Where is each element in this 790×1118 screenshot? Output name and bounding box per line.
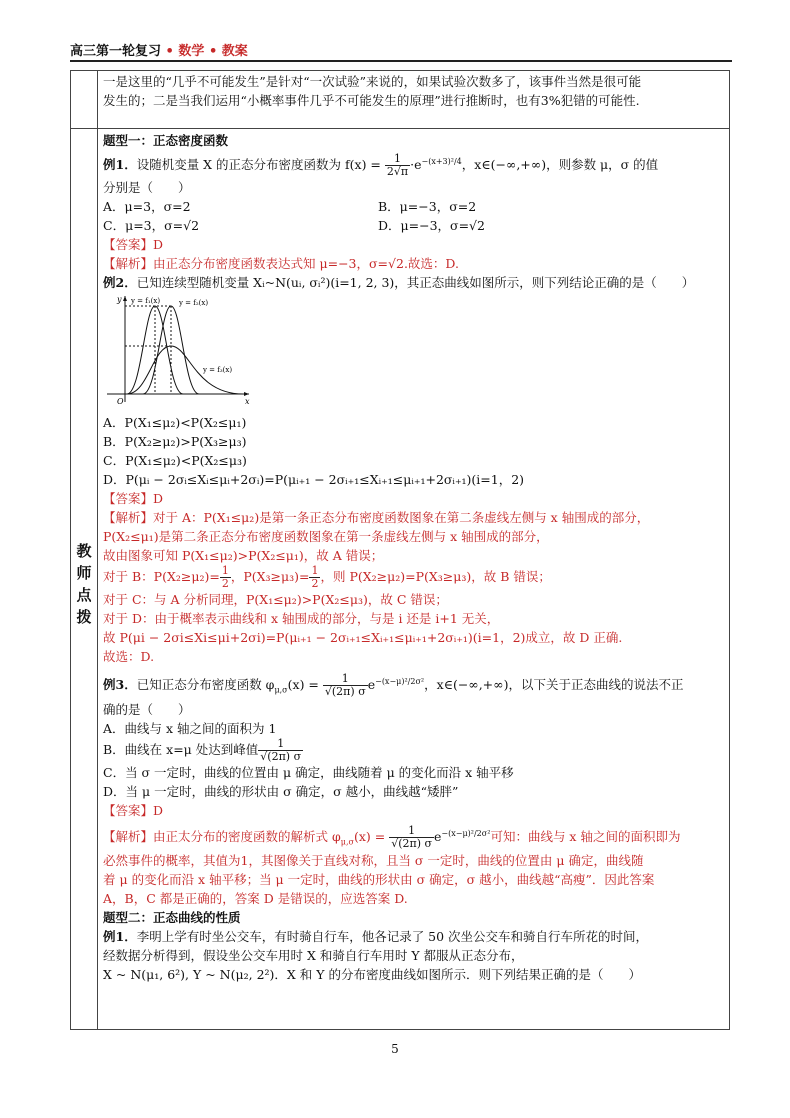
teacher-guidance-label xyxy=(72,540,96,628)
option-c: C．μ=3，σ=√2 xyxy=(103,218,200,234)
option-b: B．μ=−3，σ=2 xyxy=(378,199,477,215)
header-sep-2: • xyxy=(208,44,218,59)
analysis-line: 必然事件的概率，其值为1，其图像关于直线对称，且当 σ 一定时，曲线的位置由 μ 确定，曲线随 xyxy=(103,853,644,869)
analysis-line: P(X₂≤μ₁)是第二条正态分布密度函数图象在第一条虚线左侧与 x 轴围成的部分， xyxy=(103,529,549,545)
header-kind: 教案 xyxy=(221,44,248,59)
option-d: D．P(μᵢ − 2σᵢ≤Xᵢ≤μᵢ+2σᵢ)=P(μᵢ₊₁ − 2σᵢ₊₁≤Xᵢ₊₁≤μᵢ₊₁+2σᵢ₊₁)(i=1，2) xyxy=(103,472,525,488)
option-d: D．当 μ 一定时，曲线的形状由 σ 确定，σ 越小，曲线越“矮胖” xyxy=(103,783,459,799)
header-subject: 数学 xyxy=(178,44,205,59)
section2-example-1-line: 经数据分析得到，假设坐公交车用时 X 和骑自行车用时 Y 都服从正态分布， xyxy=(103,948,524,964)
analysis-line: 【解析】由正态分布密度函数表达式知 μ=−3，σ=√2.故选：D. xyxy=(103,256,459,272)
example-1-stem: 例1．设随机变量 X 的正态分布密度函数为 f(x) = $\frac{1}{2√\pi}$ $\cdot e^{-(x+3)^2/4}$，x∈(−∞,+∞)，则参数 μ，σ 的值 xyxy=(103,152,659,179)
normal-curves-graph xyxy=(103,294,253,406)
option-b: B．曲线在 x=μ 处达到峰值 $\frac{1}{√(2\pi) \sigma}$ xyxy=(103,736,302,763)
fraction: $\frac{1}{2√\pi}$ xyxy=(386,152,409,179)
analysis-line: 故由图象可知 P(X₁≤μ₂)>P(X₂≤μ₁)，故 A 错误； xyxy=(103,548,384,564)
analysis-line: 对于 D：由于概率表示曲线和 x 轴围成的部分，与是 i 还是 i+1 无关， xyxy=(103,611,500,627)
intro-text xyxy=(103,72,723,110)
f3-label: y = f₃(x) xyxy=(203,366,233,375)
options-row xyxy=(103,197,723,216)
option-b: B．P(X₂≥μ₂)>P(X₃≥μ₃) xyxy=(103,434,247,450)
y-label: y xyxy=(117,295,122,305)
stem-text: ，x∈(−∞,+∞)，则参数 μ，σ 的值 xyxy=(461,157,659,173)
x-label: x xyxy=(245,397,250,407)
section2-example-1-line: X ~ N(μ₁, 6²), Y ~ N(μ₂, 2²)．X 和 Y 的分布密度曲线如图所示．则下列结果正确的是（ ） xyxy=(103,967,641,983)
section-title: 题型一：正态密度函数 xyxy=(103,133,229,148)
intro-line: 发生的；二是当我们运用“小概率事件几乎不可能发生的原理”进行推断时，也有3%犯错的可能性. xyxy=(103,93,640,108)
example-3-stem: 例3．已知正态分布密度函数 $\varphi_{\mu,\sigma}(x)$ = $\frac{1}{√(2\pi) \sigma}$ $e^{-(x-\mu)^2/2\sigma^2}$，x∈(−∞,+∞)，以下关于正态曲线的说法不正 xyxy=(103,672,684,699)
option-a: A．曲线与 x 轴之间的面积为 1 xyxy=(103,720,277,736)
example-label: 例1． xyxy=(103,157,137,173)
page-number: 5 xyxy=(391,1042,399,1056)
origin-label: O xyxy=(117,397,124,407)
y-arrow-icon xyxy=(123,296,127,301)
options-row xyxy=(103,216,723,235)
table-row-divider xyxy=(70,128,730,129)
option-d: D．μ=−3，σ=√2 xyxy=(378,218,485,234)
side-char: 师 xyxy=(76,564,92,582)
intro-line: 一是这里的“几乎不可能发生”是针对“一次试验”来说的，如果试验次数多了，该事件当然是很可能 xyxy=(103,74,642,89)
analysis-line: 着 μ 的变化而沿 x 轴平移；当 μ 一定时，曲线的形状由 σ 确定，σ 越小，曲线越“高瘦”．因此答案 xyxy=(103,872,655,888)
analysis-line: 【解析】由正太分布的密度函数的解析式 $\varphi_{\mu,\sigma}(x)$ = $\frac{1}{√(2\pi) \sigma}$ $e^{-(x-\mu)^2/2\sigma^2}$可知：曲线与 x 轴之间的面积即为 xyxy=(103,823,681,850)
answer-line: 【答案】D xyxy=(103,237,164,253)
option-a: A．μ=3，σ=2 xyxy=(103,199,191,215)
option-c: C．P(X₁≤μ₂)<P(X₂≤μ₃) xyxy=(103,453,247,469)
analysis-line: 对于 C：与 A 分析同理，P(X₁≤μ₂)>P(X₂≤μ₃)，故 C 错误； xyxy=(103,592,448,608)
answer-line: 【答案】D xyxy=(103,491,164,507)
stem-text: 设随机变量 X 的正态分布密度函数为 f(x) = xyxy=(136,157,385,173)
page-header xyxy=(70,38,732,62)
side-char: 教 xyxy=(76,542,92,560)
option-a: A．P(X₁≤μ₂)<P(X₂≤μ₁) xyxy=(103,415,247,431)
header-sep-1: • xyxy=(165,44,174,59)
analysis-line: 故 P(μi − 2σi≤Xi≤μi+2σi)=P(μᵢ₊₁ − 2σᵢ₊₁≤Xᵢ₊₁≤μᵢ₊₁+2σᵢ₊₁)(i=1，2)成立，故 D 正确. xyxy=(103,630,623,646)
f2-label: y = f₂(x) xyxy=(179,299,209,308)
example-2-stem: 例2．已知连续型随机变量 Xᵢ~N(uᵢ, σᵢ²)(i=1, 2, 3)，其正态曲线如图所示，则下列结论正确的是（ ） xyxy=(103,275,695,291)
x-arrow-icon xyxy=(244,392,249,396)
analysis-line: 【解析】对于 A：P(X₁≤μ₂)是第一条正态分布密度函数图象在第二条虚线左侧与 x 轴围成的部分， xyxy=(103,510,650,526)
side-char: 点 xyxy=(76,586,92,604)
option-c: C．当 σ 一定时，曲线的位置由 μ 确定，曲线随着 μ 的变化而沿 x 轴平移 xyxy=(103,764,514,780)
example-3-stem-end: 确的是（ ） xyxy=(103,701,191,717)
table-column-divider xyxy=(97,70,98,1030)
section2-example-1: 例1．李明上学有时坐公交车，有时骑自行车，他各记录了 50 次坐公交车和骑自行车所花的时间， xyxy=(103,929,649,945)
example-1-stem-end: 分别是（ ） xyxy=(103,180,191,196)
section-title: 题型二：正态曲线的性质 xyxy=(103,910,241,926)
analysis-line: 对于 B：P(X₂≥μ₂)= $\frac{1}{2}$ ，P(X₃≥μ₃)= $\frac{1}{2}$ ，则 P(X₂≥μ₂)=P(X₃≥μ₃)，故 B 错误； xyxy=(103,564,551,591)
exp-power: −(x+3)²/4 xyxy=(421,157,462,166)
f1-label: y = f₁(x) xyxy=(131,297,161,306)
answer-line: 【答案】D xyxy=(103,802,164,818)
analysis-line: A，B，C 都是正确的，答案 D 是错误的，应选答案 D. xyxy=(103,891,408,907)
exp-base: e xyxy=(414,157,422,173)
side-char: 拨 xyxy=(76,608,92,626)
main-content xyxy=(103,131,723,984)
analysis-line: 故选：D. xyxy=(103,649,155,665)
header-title: 高三第一轮复习 xyxy=(70,44,162,59)
